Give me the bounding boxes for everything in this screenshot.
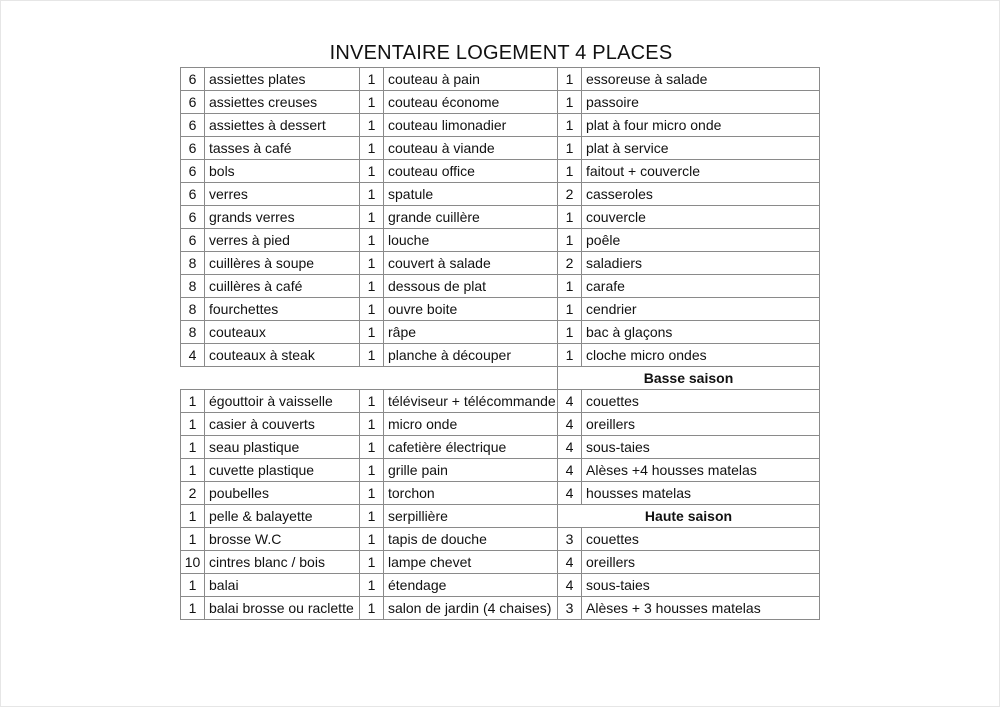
table-row xyxy=(181,252,820,275)
item-name: cendrier xyxy=(582,298,820,321)
item-quantity: 1 xyxy=(181,597,205,620)
item-name: oreillers xyxy=(582,413,820,436)
item-name: ouvre boite xyxy=(384,298,558,321)
item-name: couettes xyxy=(582,528,820,551)
item-name: verres à pied xyxy=(205,229,360,252)
item-quantity: 1 xyxy=(360,528,384,551)
item-quantity: 1 xyxy=(558,114,582,137)
item-quantity: 2 xyxy=(181,482,205,505)
table-row xyxy=(181,229,820,252)
item-quantity: 1 xyxy=(360,505,384,528)
item-name: spatule xyxy=(384,183,558,206)
item-name: balai xyxy=(205,574,360,597)
item-name: oreillers xyxy=(582,551,820,574)
item-name: couteau office xyxy=(384,160,558,183)
item-quantity: 1 xyxy=(181,413,205,436)
item-name: casseroles xyxy=(582,183,820,206)
item-name: cafetière électrique xyxy=(384,436,558,459)
table-row xyxy=(181,551,820,574)
item-quantity: 1 xyxy=(360,137,384,160)
item-name: torchon xyxy=(384,482,558,505)
item-quantity: 1 xyxy=(558,344,582,367)
item-name: cuvette plastique xyxy=(205,459,360,482)
table-row xyxy=(181,597,820,620)
item-name: verres xyxy=(205,183,360,206)
item-quantity: 8 xyxy=(181,252,205,275)
item-name: sous-taies xyxy=(582,574,820,597)
item-quantity: 10 xyxy=(181,551,205,574)
table-row xyxy=(181,206,820,229)
item-name: cloche micro ondes xyxy=(582,344,820,367)
item-quantity: 2 xyxy=(558,252,582,275)
item-quantity: 8 xyxy=(181,298,205,321)
item-quantity: 1 xyxy=(558,321,582,344)
item-name: seau plastique xyxy=(205,436,360,459)
item-quantity: 1 xyxy=(181,574,205,597)
item-quantity: 1 xyxy=(360,68,384,91)
item-quantity: 4 xyxy=(558,482,582,505)
item-name: Alèses + 3 housses matelas xyxy=(582,597,820,620)
item-name: grille pain xyxy=(384,459,558,482)
table-row xyxy=(181,114,820,137)
item-quantity: 3 xyxy=(558,597,582,620)
item-name: plat à four micro onde xyxy=(582,114,820,137)
item-name: faitout + couvercle xyxy=(582,160,820,183)
item-name: cuillères à café xyxy=(205,275,360,298)
table-row xyxy=(181,137,820,160)
item-quantity: 1 xyxy=(360,206,384,229)
item-name: saladiers xyxy=(582,252,820,275)
item-name: râpe xyxy=(384,321,558,344)
item-quantity: 1 xyxy=(360,91,384,114)
item-quantity: 1 xyxy=(558,298,582,321)
item-quantity: 4 xyxy=(558,574,582,597)
item-name: grands verres xyxy=(205,206,360,229)
table-row xyxy=(181,505,820,528)
item-name: bac à glaçons xyxy=(582,321,820,344)
table-row xyxy=(181,436,820,459)
item-quantity: 1 xyxy=(360,482,384,505)
item-name: balai brosse ou raclette xyxy=(205,597,360,620)
item-name: plat à service xyxy=(582,137,820,160)
item-quantity: 1 xyxy=(558,206,582,229)
table-row xyxy=(181,160,820,183)
item-quantity: 1 xyxy=(181,459,205,482)
item-name: couteau limonadier xyxy=(384,114,558,137)
item-name: assiettes à dessert xyxy=(205,114,360,137)
item-name: couettes xyxy=(582,390,820,413)
table-row xyxy=(181,344,820,367)
table-row xyxy=(181,321,820,344)
item-quantity: 6 xyxy=(181,229,205,252)
item-quantity: 4 xyxy=(558,390,582,413)
item-quantity: 1 xyxy=(360,160,384,183)
item-name: couvert à salade xyxy=(384,252,558,275)
item-quantity: 1 xyxy=(360,298,384,321)
item-name: salon de jardin (4 chaises) xyxy=(384,597,558,620)
item-quantity: 3 xyxy=(558,528,582,551)
item-name: casier à couverts xyxy=(205,413,360,436)
item-quantity: 1 xyxy=(360,413,384,436)
item-quantity: 1 xyxy=(181,436,205,459)
table-row xyxy=(181,482,820,505)
item-quantity: 1 xyxy=(181,390,205,413)
item-quantity: 1 xyxy=(360,114,384,137)
item-quantity: 1 xyxy=(360,321,384,344)
item-name: téléviseur + télécommande xyxy=(384,390,558,413)
item-quantity: 1 xyxy=(360,436,384,459)
item-quantity: 1 xyxy=(558,137,582,160)
item-name: micro onde xyxy=(384,413,558,436)
table-row xyxy=(181,298,820,321)
item-name: poubelles xyxy=(205,482,360,505)
item-quantity: 8 xyxy=(181,275,205,298)
item-quantity: 1 xyxy=(558,68,582,91)
item-name: fourchettes xyxy=(205,298,360,321)
item-quantity: 4 xyxy=(558,459,582,482)
item-name: planche à découper xyxy=(384,344,558,367)
table-row xyxy=(181,574,820,597)
item-name: louche xyxy=(384,229,558,252)
item-name: égouttoir à vaisselle xyxy=(205,390,360,413)
item-quantity: 1 xyxy=(360,229,384,252)
section-heading-row xyxy=(181,367,820,390)
item-quantity: 8 xyxy=(181,321,205,344)
item-quantity: 6 xyxy=(181,206,205,229)
item-quantity: 6 xyxy=(181,160,205,183)
basse-saison-heading: Basse saison xyxy=(558,367,820,390)
item-name: couteaux xyxy=(205,321,360,344)
item-name: lampe chevet xyxy=(384,551,558,574)
item-quantity: 4 xyxy=(558,551,582,574)
item-name: couteaux à steak xyxy=(205,344,360,367)
item-quantity: 1 xyxy=(558,229,582,252)
item-quantity: 1 xyxy=(360,597,384,620)
item-quantity: 6 xyxy=(181,137,205,160)
item-quantity: 1 xyxy=(360,252,384,275)
item-quantity: 1 xyxy=(360,390,384,413)
table-row xyxy=(181,68,820,91)
item-quantity: 4 xyxy=(181,344,205,367)
table-row xyxy=(181,91,820,114)
item-quantity: 1 xyxy=(558,91,582,114)
item-quantity: 6 xyxy=(181,114,205,137)
item-quantity: 1 xyxy=(360,183,384,206)
table-row xyxy=(181,390,820,413)
item-name: assiettes plates xyxy=(205,68,360,91)
item-name: couteau à pain xyxy=(384,68,558,91)
item-name: cintres blanc / bois xyxy=(205,551,360,574)
item-quantity: 1 xyxy=(360,275,384,298)
item-name: assiettes creuses xyxy=(205,91,360,114)
inventory-table xyxy=(180,67,820,620)
item-name: cuillères à soupe xyxy=(205,252,360,275)
item-quantity: 1 xyxy=(360,551,384,574)
item-quantity: 6 xyxy=(181,91,205,114)
table-row xyxy=(181,413,820,436)
item-name: pelle & balayette xyxy=(205,505,360,528)
item-quantity: 6 xyxy=(181,183,205,206)
item-name: dessous de plat xyxy=(384,275,558,298)
blank-cell xyxy=(181,367,558,390)
item-name: serpillière xyxy=(384,505,558,528)
item-name: tasses à café xyxy=(205,137,360,160)
haute-saison-heading: Haute saison xyxy=(558,505,820,528)
item-name: couteau à viande xyxy=(384,137,558,160)
item-quantity: 4 xyxy=(558,436,582,459)
item-quantity: 4 xyxy=(558,413,582,436)
item-name: brosse W.C xyxy=(205,528,360,551)
item-name: Alèses +4 housses matelas xyxy=(582,459,820,482)
item-quantity: 1 xyxy=(181,505,205,528)
item-name: couteau économe xyxy=(384,91,558,114)
table-row xyxy=(181,528,820,551)
item-quantity: 1 xyxy=(558,275,582,298)
item-quantity: 1 xyxy=(558,160,582,183)
item-quantity: 6 xyxy=(181,68,205,91)
table-row xyxy=(181,459,820,482)
item-quantity: 1 xyxy=(360,459,384,482)
item-name: sous-taies xyxy=(582,436,820,459)
item-name: grande cuillère xyxy=(384,206,558,229)
item-name: tapis de douche xyxy=(384,528,558,551)
page-title: INVENTAIRE LOGEMENT 4 PLACES xyxy=(329,42,673,64)
item-quantity: 1 xyxy=(360,344,384,367)
item-quantity: 1 xyxy=(360,574,384,597)
table-row xyxy=(181,275,820,298)
item-name: bols xyxy=(205,160,360,183)
item-name: carafe xyxy=(582,275,820,298)
item-name: housses matelas xyxy=(582,482,820,505)
item-name: poêle xyxy=(582,229,820,252)
item-name: étendage xyxy=(384,574,558,597)
item-name: couvercle xyxy=(582,206,820,229)
table-row xyxy=(181,183,820,206)
item-quantity: 1 xyxy=(181,528,205,551)
item-name: passoire xyxy=(582,91,820,114)
item-name: essoreuse à salade xyxy=(582,68,820,91)
item-quantity: 2 xyxy=(558,183,582,206)
